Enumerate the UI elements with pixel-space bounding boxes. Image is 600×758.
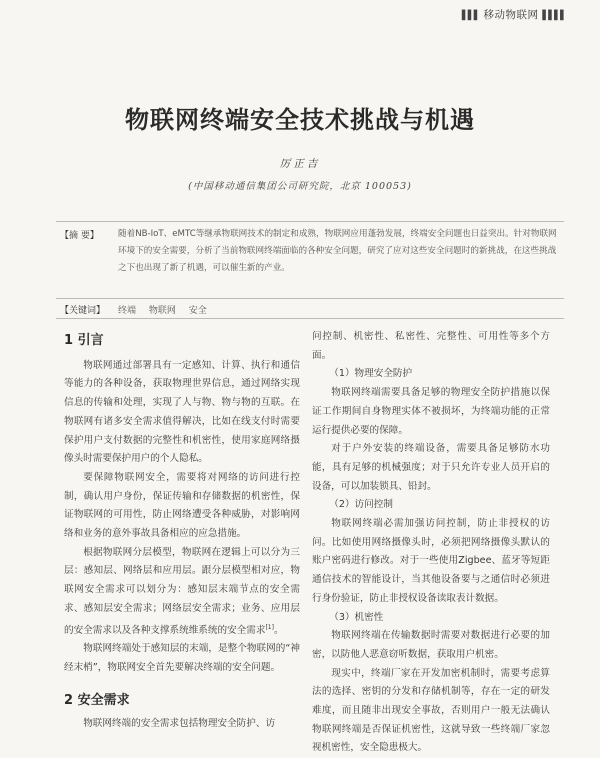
paragraph: 物联网终端的安全需求包括物理安全防护、访 (83, 717, 276, 729)
paragraph: 问控制、机密性、私密性、完整性、可用性等多个方面。 (312, 331, 550, 361)
abstract-label: 【摘 要】 (60, 231, 99, 241)
paper-title: 物联网终端安全技术挑战与机遇 (125, 106, 475, 134)
subheading: （3）机密性 (329, 611, 384, 623)
divider-bottom (56, 318, 564, 319)
keywords-label: 【关键词】 (60, 306, 106, 316)
paragraph-end: 。 (273, 624, 284, 636)
affiliation: (中国移动通信集团公司研究院，北京 100053) (188, 181, 412, 192)
paragraph: 对于户外安装的终端设备，需要具备足够防水功能，具有足够的机械强度；对于只允许专业人员开启的设备，可以加装锁具、铅封。 (312, 443, 550, 492)
keywords-text: 终端 物联网 安全 (118, 306, 207, 316)
divider-top (56, 221, 564, 222)
section-1-heading: 1 引言 (64, 333, 104, 348)
right-column (312, 328, 550, 758)
paragraph: 物联网终端在传输数据时需要对数据进行必要的加密，以防他人恶意窃听数据，获取用户机密。 (312, 630, 550, 660)
section-2-heading: 2 安全需求 (64, 692, 130, 708)
divider-mid (56, 298, 564, 299)
paragraph: 要保障物联网安全，需要将对网络的访问进行控制，确认用户身份，保证传输和存储数据的机密性，保证物联网的可用性，防止网络遭受各种威胁，对影响网络和业务的意外事故具备相应的应急措施。 (64, 471, 300, 540)
paragraph-text: 根据物联网分层模型，物联网在逻辑上可以分为三层：感知层、网络层和应用层。跟分层模型相对应，物联网安全需求可以划分为：感知层末端节点的安全需求、感知层安全需求；网络层安全需求；业务、应用层的安全需求以及各种支撑系统维系统的安全需求 (64, 546, 300, 636)
paragraph: 物联网通过部署具有一定感知、计算、执行和通信等能力的各种设备，获取物理世界信息，通过网络实现信息的传输和处理，实现了人与物、物与物的互联。在物联网有诸多安全需求值得解决，比如在线支付时需要保护用户支付数据的完整性和机密性，使用家庭网络摄像头时需要保护用户的个人隐私。 (64, 359, 300, 465)
paragraph (64, 544, 300, 641)
left-column (64, 332, 300, 733)
subheading: （1）物理安全防护 (329, 368, 413, 380)
abstract-text: 随着NB-IoT、eMTC等继承物联网技术的制定和成熟，物联网应用蓬勃发展，终端安全问题也日益突出。针对物联网环境下的安全需要，分析了当前物联网终端面临的各种安全问题，研究了应对这些安全问题时的新挑战，在这些挑战之下也出现了新了机遇，可以催生新的产业。 (118, 229, 557, 273)
section-tag-label: 移动物联网 (483, 9, 539, 21)
decor-bars-right: ▌▌▌▌ (542, 11, 566, 21)
decor-bars-left: ▌▌▌ (461, 11, 480, 21)
journal-section-tag (462, 7, 566, 22)
paragraph: 现实中，终端厂家在开发加密机制时，需要考虑算法的选择、密钥的分发和存储机制等，存在一定的研发难度，而且随非出现安全事故，否则用户一般无法确认物联网终端是否保证机密性，这就导致一些终端厂家忽视机密性，安全隐患极大。 (312, 667, 550, 754)
paragraph: 物联网终端处于感知层的末端，是整个物联网的“神经末梢”，物联网安全首先要解决终端的安全问题。 (64, 643, 300, 674)
paragraph: 物联网终端需要具备足够的物理安全防护措施以保证工作期间自身物理实体不被损坏，为终端功能的正常运行提供必要的保障。 (312, 387, 550, 436)
citation-ref: [1] (265, 623, 274, 631)
subheading: （2）访问控制 (329, 499, 393, 511)
paragraph: 物联网终端必需加强访问控制，防止非授权的访问。比如使用网络摄像头时，必须把网络摄像头默认的账户密码进行修改。对于一些使用Zigbee、蓝牙等短距通信技术的智能设计，当其他设备要与之通信时必须进行身份验证，防止非授权设备读取表计数据。 (312, 518, 550, 604)
author: 厉正吉 (279, 158, 321, 170)
